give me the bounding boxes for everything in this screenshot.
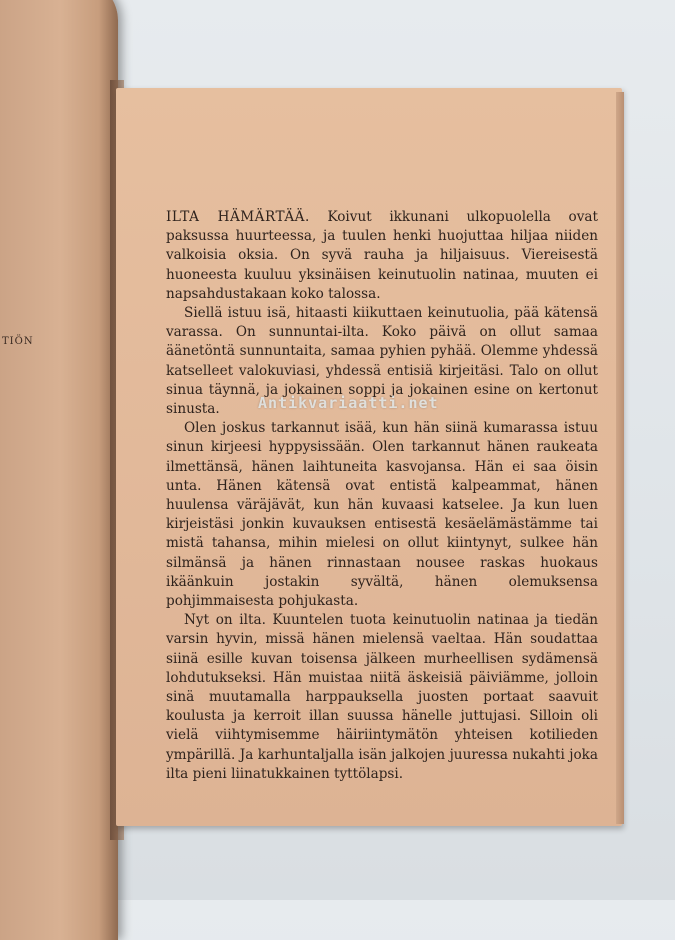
watermark: Antikvariaatti.net bbox=[258, 394, 439, 412]
story-text bbox=[166, 208, 598, 784]
page-edge bbox=[616, 92, 624, 824]
left-page-text-fragment: TIÖN bbox=[2, 336, 34, 347]
paragraph-1 bbox=[166, 208, 598, 304]
paragraph-4: Nyt on ilta. Kuuntelen tuota keinutuolin natinaa ja tiedän varsin hyvin, missä hänen mielensä vaeltaa. Hän soudattaa siinä esille kuvan toisensa jälkeen murheellisen sydämensä lohdutukseksi. Hän muistaa niitä äskeisiä päiviämme, jolloin sinä muutamalla harppauksella juosten portaat saavuit koulusta ja kerroit illan suussa hänelle juttujasi. Silloin oli vielä viihtymisemme häiriintymätön yhteisen kotilieden ympärillä. Ja karhuntaljalla isän jalkojen juuressa nukahti joka ilta pieni liinatukkainen tyttölapsi. bbox=[166, 612, 598, 782]
paragraph-3: Olen joskus tarkannut isää, kun hän siinä kumarassa istuu sinun kirjeesi hyppysissään. Olen tarkannut hänen raukeata ilmettänsä, hänen laihtuneita kasvojansa. Hän ei saa öisin unta. Hänen kätensä ovat entistä kalpeammat, hänen huulensa väräjävät, kun hän kuvaasi katselee. Ja kun luen kirjeistäsi jonkin kuvauksen entisestä kesäelämästämme tai mistä tahansa, mihin mielesi on ollut kiintynyt, sulkee hän silmänsä ja hänen rinnastaan nousee raskas huokaus ikäänkuin jostakin syvältä, hänen olemuksensa pohjimmaisesta pohjukasta. bbox=[166, 420, 598, 610]
paragraph-1-text: Koivut ikkunani ulkopuolella ovat paksussa huurteessa, ja tuulen henki huojuttaa hiljaa niiden valkoisia oksia. On syvä rauha ja hiljaisuus. Viereisestä huoneesta kuuluu yksinäisen keinutuolin natinaa, muuten ei napsahdustakaan koko talossa. bbox=[166, 209, 598, 302]
paragraph-2: Siellä istuu isä, hitaasti kiikuttaen keinutuolia, pää kätensä varassa. On sunnuntai-ilta. Koko päivä on ollut samaa äänetöntä sunnuntaita, samaa pyhien pyhää. Olemme yhdessä katselleet valokuviasi, yhdessä entisiä kirjeitäsi. Talo on ollut sinua täynnä, ja jokainen soppi ja jokainen esine on kertonut sinusta. bbox=[166, 305, 598, 418]
opening-caps: ILTA HÄMÄRTÄÄ. bbox=[166, 209, 310, 225]
left-book-page bbox=[0, 0, 118, 940]
